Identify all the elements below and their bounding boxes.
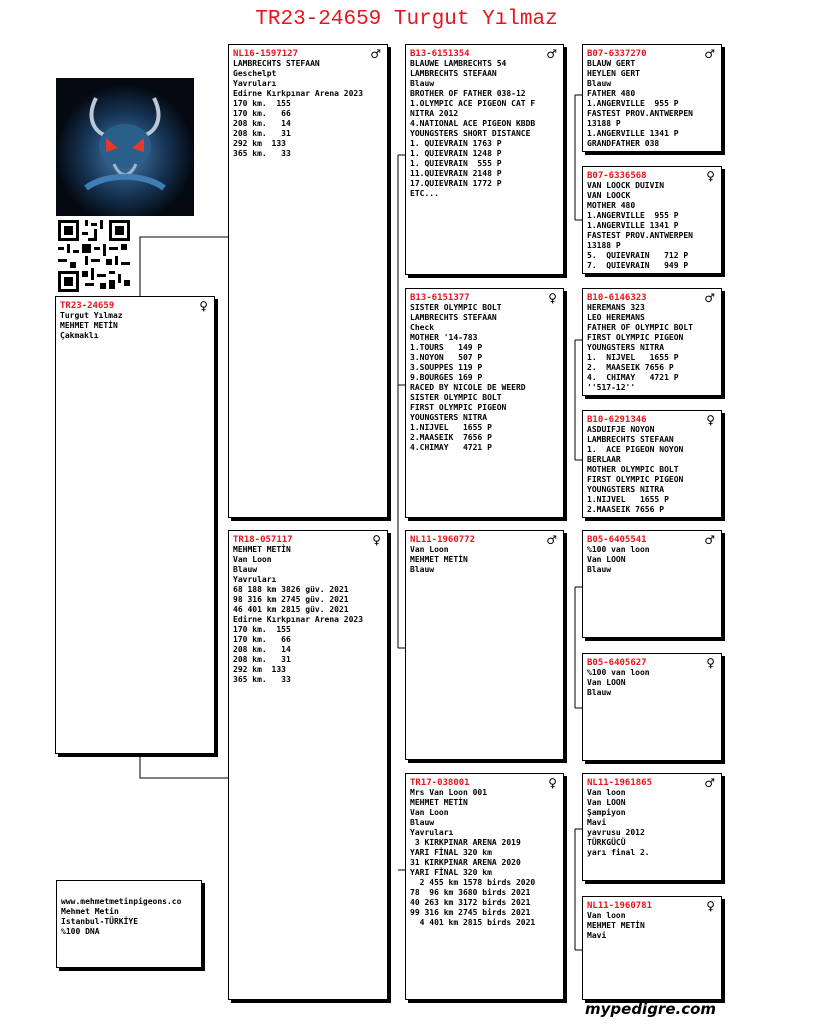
male-icon: ♂ [370,47,381,61]
card-line: LAMBRECHTS STEFAAN [410,69,497,78]
card-line: 292 km 133 [233,139,286,148]
card-line: MEHMET METİN [60,321,118,330]
card-line: FATHER OF OLYMPIC BOLT [587,323,693,332]
pedigree-card-dam [228,530,388,1000]
card-line: Çakmaklı [60,331,99,340]
card-line: 7. QUIEVRAIN 949 P [587,261,689,270]
card-line: Blauw [587,565,612,574]
card-line: 170 km. 66 [233,635,291,644]
ring-number: B13-6151377 [410,293,470,303]
website-link[interactable]: www.mehmetmetinpigeons.co [61,897,182,906]
card-line: 170 km. 155 [233,99,291,108]
contact-box [56,880,202,968]
pedigree-card-sd-sire [582,288,722,396]
card-line: LAMBRECHTS STEFAAN [233,59,320,68]
card-line: NITRA 2012 [410,109,459,118]
card-line: BLAUWE LAMBRECHTS 54 [410,59,507,68]
card-line: BROTHER OF FATHER 038-12 [410,89,526,98]
card-line: 4.CHIMAY 4721 P [410,443,492,452]
card-line: LAMBRECHTS STEFAAN [410,313,497,322]
card-line: 2.MAASEIK 7656 P [587,505,665,514]
male-icon: ♂ [704,776,715,790]
card-line: Yavruları [233,79,277,88]
card-line: 4. CHIMAY 4721 P [587,373,679,382]
card-line: 208 km. 14 [233,645,291,654]
card-line: GRANDFATHER 038 [587,139,660,148]
card-line: YARI FİNAL 320 km [410,868,492,877]
card-line: 170 km. 66 [233,109,291,118]
card-line: 5. QUIEVRAIN 712 P [587,251,689,260]
pedigree-card-dam-sire [405,530,564,760]
pedigree-card-dam-dam [405,773,564,1000]
card-line: 17.QUIEVRAIN 1772 P [410,179,502,188]
card-line: Van Loon [233,555,272,564]
card-line: FATHER 480 [587,89,636,98]
card-line: Check [410,323,435,332]
card-line: 2. MAASEIK 7656 P [587,363,674,372]
male-icon: ♂ [546,47,557,61]
ring-number: NL11-1960772 [410,535,476,545]
male-icon: ♂ [704,533,715,547]
pedigree-card-subject [55,296,215,754]
male-icon: ♂ [546,533,557,547]
card-line: 4.NATIONAL ACE PIGEON KBDB [410,119,536,128]
card-line: FIRST OLYMPIC PIGEON [410,403,507,412]
card-line: 208 km. 31 [233,129,291,138]
card-line: Van LOON [587,555,626,564]
card-line: 1.TOURS 149 P [410,343,483,352]
ring-number: B05-6405541 [587,535,647,545]
card-line: BLAUW GERT [587,59,636,68]
ring-number: TR23-24659 [60,301,115,311]
card-line: Blauw [233,565,258,574]
card-line: 31 KIRKPINAR ARENA 2020 [410,858,521,867]
card-line: RACED BY NICOLE DE WEERD [410,383,526,392]
ring-number: TR18-057117 [233,535,293,545]
ring-number: B10-6291346 [587,415,647,425]
pedigree-card-sd-dam [582,410,722,518]
card-line: Yavruları [233,575,277,584]
card-line: 1.ANGERVILLE 1341 P [587,129,679,138]
card-line: Blauw [410,818,435,827]
card-line: Van LOON [587,798,626,807]
pedigree-card-ds-dam [582,653,722,761]
card-line: YOUNGSTERS NITRA [587,485,665,494]
ring-number: TR17-038001 [410,778,470,788]
card-line: MEHMET METİN [233,545,291,554]
card-line: Geschelpt [233,69,277,78]
pedigree-card-dd-dam [582,896,722,1000]
card-line: 1.ANGERVILLE 955 P [587,99,679,108]
card-line: 3 KIRKPINAR ARENA 2019 [410,838,521,847]
card-line: Van Loon [410,808,449,817]
card-line: 1. QUIEVRAIN 555 P [410,159,502,168]
card-line: 11.QUIEVRAIN 2148 P [410,169,502,178]
card-line: 98 316 km 2745 güv. 2021 [233,595,349,604]
card-line: Van LOON [587,678,626,687]
card-line: 2 455 km 1578 birds 2020 [410,878,536,887]
card-line: 13188 P [587,119,621,128]
card-line: Blauw [587,79,612,88]
card-line: Şampiyon [587,808,626,817]
card-line: MOTHER OLYMPIC BOLT [587,465,679,474]
card-line: 4 401 km 2815 birds 2021 [410,918,536,927]
card-line: YOUNGSTERS NITRA [587,343,665,352]
card-line: 1.ANGERVILLE 1341 P [587,221,679,230]
card-line: %100 van loon [587,545,650,554]
female-icon: ♀ [706,169,715,183]
card-line: 3.NOYON 507 P [410,353,483,362]
card-line: YARI FİNAL 320 km [410,848,492,857]
card-line: Edirne Kırkpınar Arena 2023 [233,89,364,98]
card-line: ASDUIFJE NOYON [587,425,655,434]
contact-line: Mehmet Metin [61,907,119,916]
card-line: 1.OLYMPIC ACE PIGEON CAT F [410,99,536,108]
page-title: TR23-24659 Turgut Yılmaz [255,8,558,31]
ring-number: NL11-1961865 [587,778,653,788]
card-line: 46 401 km 2815 güv. 2021 [233,605,349,614]
card-line: 9.BOURGES 169 P [410,373,483,382]
pedigree-card-sire-sire [405,44,564,275]
card-line: ETC... [410,189,439,198]
card-line: MEHMET METİN [410,555,468,564]
card-line: 1.ANGERVILLE 955 P [587,211,679,220]
female-icon: ♀ [372,533,381,547]
card-line: ''517-12'' [587,383,636,392]
female-icon: ♀ [199,299,208,313]
card-line: Blauw [587,688,612,697]
card-line: VAN LOOCK [587,191,631,200]
card-line: SISTER OLYMPIC BOLT [410,393,502,402]
card-line: YOUNGSTERS SHORT DISTANCE [410,129,531,138]
card-line: 1. QUIEVRAIN 1248 P [410,149,502,158]
card-line: Van loon [587,911,626,920]
card-line: FASTEST PROV.ANTWERPEN [587,231,693,240]
female-icon: ♀ [706,899,715,913]
card-line: MEHMET METİN [410,798,468,807]
ring-number: B07-6336568 [587,171,647,181]
card-line: %100 van loon [587,668,650,677]
footer-brand: mypedigre.com [585,1000,717,1018]
ring-number: B05-6405627 [587,658,647,668]
card-line: 208 km. 31 [233,655,291,664]
card-line: Mavi [587,931,607,940]
card-line: 365 km. 33 [233,675,291,684]
card-line: 292 km 133 [233,665,286,674]
card-line: 1. NIJVEL 1655 P [587,353,679,362]
card-line: LAMBRECHTS STEFAAN [587,435,674,444]
ring-number: B07-6337270 [587,49,647,59]
card-line: HEREMANS 323 [587,303,645,312]
card-line: Van Loon [410,545,449,554]
card-line: MEHMET METİN [587,921,645,930]
pedigree-card-ss-dam [582,166,722,274]
pedigree-card-ds-sire [582,530,722,638]
card-line: 1. QUIEVRAIN 1763 P [410,139,502,148]
card-line: BERLAAR [587,455,621,464]
card-line: 68 188 km 3826 güv. 2021 [233,585,349,594]
contact-line: Istanbul-TÜRKİYE [61,917,139,926]
card-line: yarı final 2. [587,848,650,857]
card-line: MOTHER 480 [587,201,636,210]
card-line: FIRST OLYMPIC PIGEON [587,333,684,342]
card-line: 2.MAASEIK 7656 P [410,433,492,442]
contact-line: %100 DNA [61,927,100,936]
card-line: Turgut Yılmaz [60,311,123,320]
card-line: MOTHER '14-783 [410,333,478,342]
card-line: Blauw [410,565,435,574]
card-line: FIRST OLYMPIC PIGEON [587,475,684,484]
pedigree-card-sire-dam [405,288,564,518]
female-icon: ♀ [706,413,715,427]
female-icon: ♀ [548,291,557,305]
card-line: yavrusu 2012 [587,828,645,837]
card-line: 78 96 km 3680 birds 2021 [410,888,531,897]
ring-number: B13-6151354 [410,49,470,59]
card-line: VAN LOOCK DUIVIN [587,181,665,190]
card-line: FASTEST PROV.ANTWERPEN [587,109,693,118]
female-icon: ♀ [548,776,557,790]
card-line: Mavi [587,818,607,827]
card-line: 170 km. 155 [233,625,291,634]
pedigree-card-ss-sire [582,44,722,152]
male-icon: ♂ [704,47,715,61]
card-line: HEYLEN GERT [587,69,640,78]
ring-number: NL11-1960781 [587,901,653,911]
card-line: Mrs Van Loon 001 [410,788,488,797]
card-line: 208 km. 14 [233,119,291,128]
pedigree-card-dd-sire [582,773,722,881]
card-line: 1.NIJVEL 1655 P [587,495,669,504]
card-line: 99 316 km 2745 birds 2021 [410,908,531,917]
card-line: TÜRKGÜCÜ [587,838,626,847]
card-line: 365 km. 33 [233,149,291,158]
ring-number: NL16-1597127 [233,49,299,59]
card-line: SISTER OLYMPIC BOLT [410,303,502,312]
card-line: LEO HEREMANS [587,313,645,322]
card-line: 1. ACE PIGEON NOYON [587,445,684,454]
card-line: 1.NIJVEL 1655 P [410,423,492,432]
card-line: YOUNGSTERS NITRA [410,413,488,422]
pedigree-card-sire [228,44,388,518]
card-line: Edirne Kırkpınar Arena 2023 [233,615,364,624]
card-line: Blauw [410,79,435,88]
card-line: Yavruları [410,828,454,837]
card-line: Van loon [587,788,626,797]
ring-number: B10-6146323 [587,293,647,303]
card-line: 3.SOUPPES 119 P [410,363,483,372]
card-line: 40 263 km 3172 birds 2021 [410,898,531,907]
female-icon: ♀ [706,656,715,670]
male-icon: ♂ [704,291,715,305]
card-line: 13188 P [587,241,621,250]
